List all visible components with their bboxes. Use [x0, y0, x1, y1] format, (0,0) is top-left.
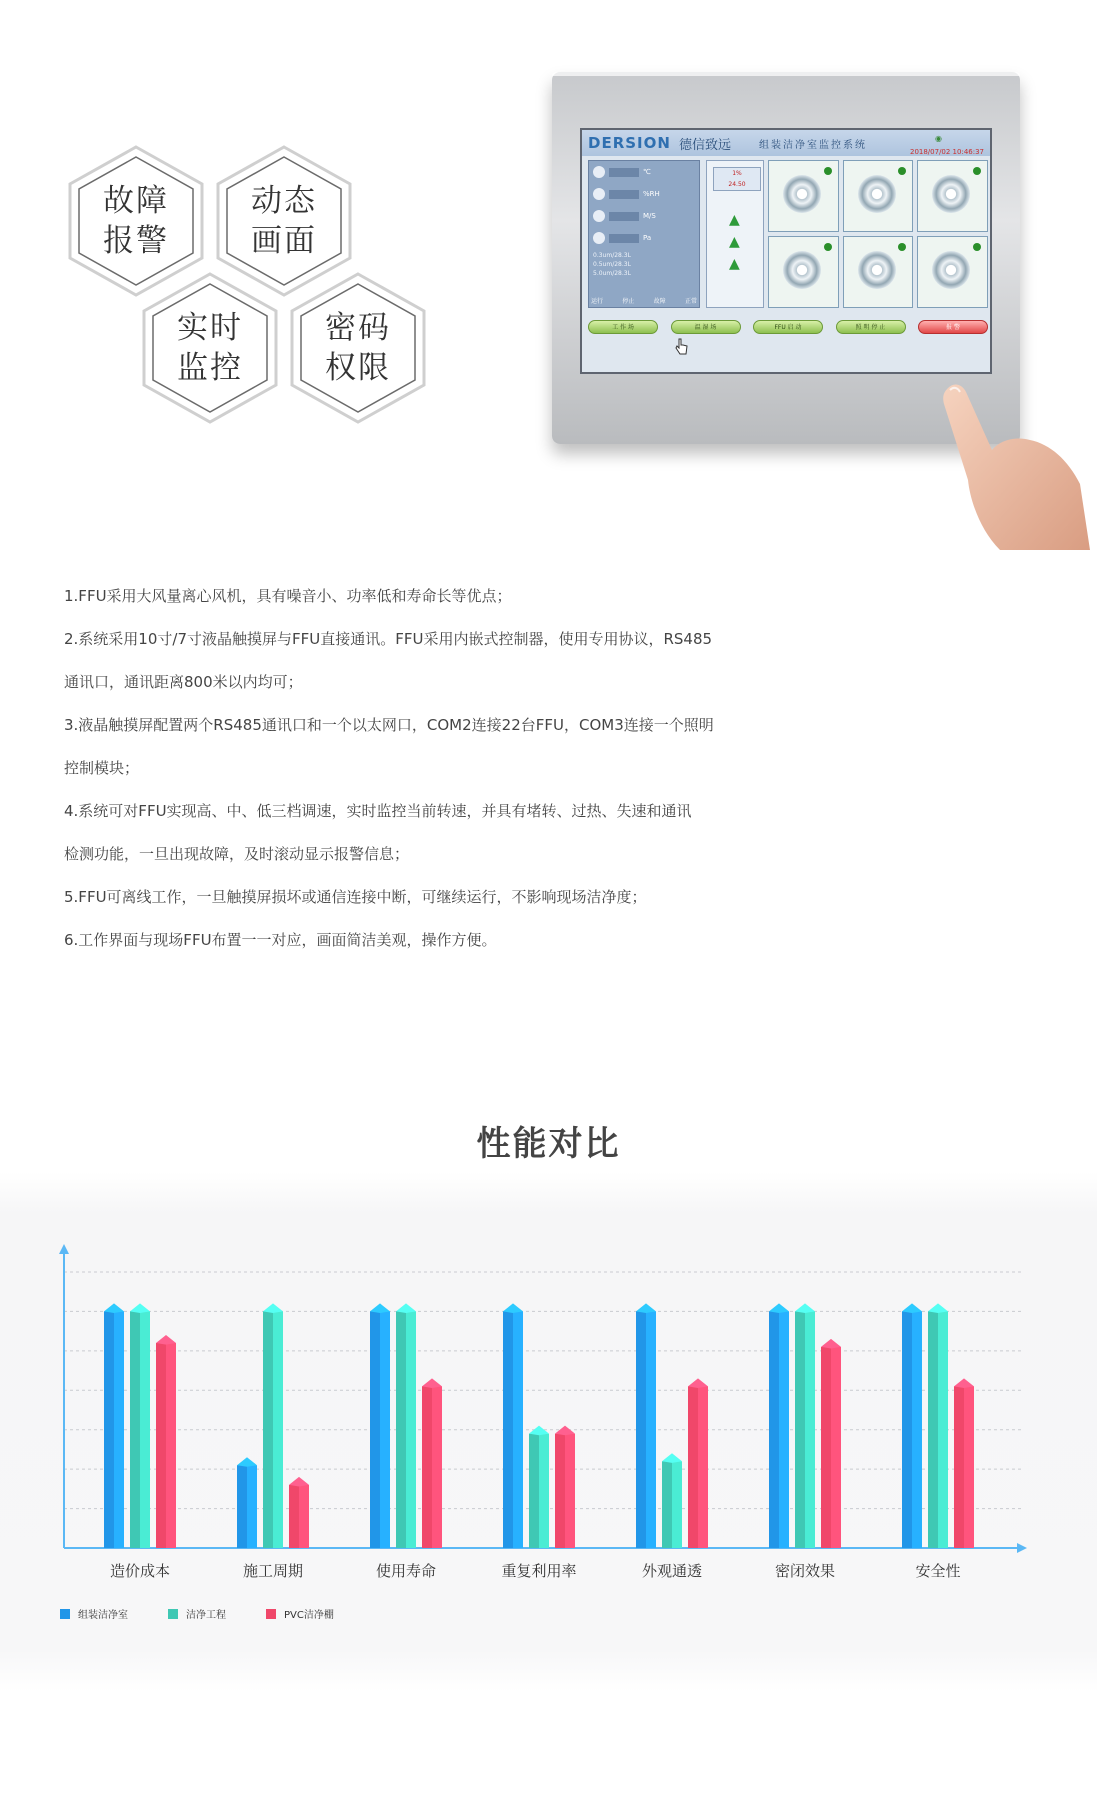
- arrow-up-icon[interactable]: ▲: [729, 256, 740, 272]
- bar-1-top: [503, 1303, 523, 1313]
- legend-label: PVC洁净棚: [284, 1610, 334, 1621]
- bar-3-top: [688, 1378, 708, 1388]
- sensor-unit: %RH: [643, 190, 660, 198]
- badge-line: 画面: [251, 223, 317, 259]
- legend-run: 运行: [591, 298, 604, 305]
- feature-line: 通讯口，通讯距离800米以内均可；: [64, 673, 303, 691]
- sensor-value: [609, 168, 639, 177]
- lighting-stop-button[interactable]: 照 明 停 止: [836, 320, 906, 334]
- bar-3: [821, 1347, 831, 1548]
- ffu-fan-icon[interactable]: [917, 160, 988, 232]
- bar-2-top: [396, 1303, 416, 1313]
- temp-humidity-button[interactable]: 温 湿 场: [671, 320, 741, 334]
- sensor-unit: M/S: [643, 212, 656, 220]
- bar-2: [662, 1461, 672, 1548]
- badge-line: 故障: [103, 183, 169, 219]
- badge-line: 动态: [251, 183, 317, 219]
- bar-1-top: [636, 1303, 656, 1313]
- bar-2: [396, 1311, 406, 1548]
- feature-line: 4.系统可对FFU实现高、中、低三档调速，实时监控当前转速，并具有堵转、过热、失速和通讯: [64, 802, 692, 820]
- badge-line: 权限: [325, 350, 391, 386]
- badge-line: 报警: [103, 223, 169, 259]
- bar-1-top: [769, 1303, 789, 1313]
- bar-3-top: [821, 1339, 841, 1349]
- bar-2-side: [805, 1311, 815, 1548]
- bar-2-top: [928, 1303, 948, 1313]
- x-tick-label: 重复利用率: [501, 1562, 577, 1580]
- bar-1-top: [237, 1457, 257, 1467]
- bar-2: [130, 1311, 140, 1548]
- bar-3-side: [831, 1347, 841, 1548]
- bar-2-top: [529, 1426, 549, 1436]
- bar-3-top: [156, 1335, 176, 1345]
- bar-1-side: [912, 1311, 922, 1548]
- sensor-row: [589, 227, 699, 249]
- bar-2: [263, 1311, 273, 1548]
- pointer-hand-icon: [674, 338, 688, 356]
- feature-line: 5.FFU可离线工作，一旦触摸屏损坏或通信连接中断，可继续运行，不影响现场洁净度；: [64, 888, 647, 906]
- x-tick-label: 密闭效果: [774, 1562, 836, 1580]
- bar-3-top: [422, 1378, 442, 1388]
- sensor-value: [609, 190, 639, 199]
- bar-3-side: [299, 1485, 309, 1548]
- bar-3: [289, 1485, 299, 1548]
- badge-realtime-monitor: [140, 272, 280, 424]
- bar-1-side: [646, 1311, 656, 1548]
- sensor-row: [589, 205, 699, 227]
- bar-3: [156, 1343, 166, 1548]
- x-axis-arrow: [1017, 1543, 1027, 1553]
- bar-2-side: [406, 1311, 416, 1548]
- bar-2-side: [273, 1311, 283, 1548]
- feature-line: 6.工作界面与现场FFU布置一一对应，画面简洁美观，操作方便。: [64, 931, 497, 949]
- x-tick-label: 外观通透: [641, 1562, 703, 1580]
- bar-1-side: [114, 1311, 124, 1548]
- badge-line: 密码: [325, 310, 391, 346]
- bar-1: [503, 1311, 513, 1548]
- x-tick-label: 施工周期: [242, 1562, 304, 1580]
- legend-item: [60, 1606, 128, 1621]
- feature-line: 检测功能，一旦出现故障，及时滚动显示报警信息；: [64, 845, 410, 863]
- legend-fault: 故障: [653, 298, 666, 305]
- bar-1-top: [370, 1303, 390, 1313]
- brand-logo: DERSION: [588, 134, 671, 152]
- bar-3-top: [954, 1378, 974, 1388]
- status-legend: [591, 296, 697, 305]
- bar-1: [370, 1311, 380, 1548]
- legend-item: [266, 1606, 334, 1621]
- work-area-button[interactable]: 工 作 场: [588, 320, 658, 334]
- feature-line: 1.FFU采用大风量离心风机，具有噪音小、功率低和寿命长等优点；: [64, 587, 512, 605]
- legend-swatch: [266, 1609, 276, 1619]
- bar-2-side: [140, 1311, 150, 1548]
- feature-line: 控制模块；: [64, 759, 140, 777]
- x-tick-label: 使用寿命: [375, 1562, 437, 1580]
- ffu-grid: [768, 160, 988, 308]
- bar-2: [928, 1311, 938, 1548]
- feature-line: 3.液晶触摸屏配置两个RS485通讯口和一个以太网口，COM2连接22台FFU，COM3连接一个照明: [64, 716, 714, 734]
- bar-3: [688, 1386, 698, 1548]
- sensor-value: [609, 212, 639, 221]
- bar-2-top: [795, 1303, 815, 1313]
- sensor-row: [589, 161, 699, 183]
- chart-legend: [60, 1606, 334, 1621]
- speed-control: [706, 160, 764, 308]
- sensor-row: [589, 183, 699, 205]
- legend-item: [168, 1606, 226, 1621]
- bar-3: [555, 1434, 565, 1548]
- bar-3: [422, 1386, 432, 1548]
- bar-2-side: [938, 1311, 948, 1548]
- humidity-icon: [593, 188, 605, 200]
- bar-1-top: [104, 1303, 124, 1313]
- legend-stop: 停止: [622, 298, 635, 305]
- ffu-fan-icon[interactable]: [768, 160, 839, 232]
- screen-datetime: 2018/07/02 10:46:37: [909, 148, 984, 156]
- ffu-fan-icon[interactable]: [843, 160, 914, 232]
- ffu-fan-icon[interactable]: [917, 236, 988, 308]
- panel-screen: [580, 128, 992, 374]
- system-title: 组装洁净室监控系统: [758, 139, 867, 151]
- bar-1-side: [513, 1311, 523, 1548]
- pressure-icon: [593, 232, 605, 244]
- screen-header: [582, 130, 990, 156]
- legend-label: 组装洁净室: [78, 1610, 128, 1621]
- bar-3-side: [432, 1386, 442, 1548]
- bar-3-side: [565, 1434, 575, 1548]
- sensor-value: [609, 234, 639, 243]
- legend-normal: 正常: [684, 298, 697, 305]
- legend-swatch: [168, 1609, 178, 1619]
- x-tick-label: 安全性: [915, 1562, 961, 1580]
- bar-1-side: [380, 1311, 390, 1548]
- bar-1: [636, 1311, 646, 1548]
- legend-label: 洁净工程: [186, 1610, 226, 1621]
- badge-line: 监控: [177, 350, 243, 386]
- sensor-unit: Pa: [643, 234, 652, 242]
- sensor-unit: ℃: [643, 168, 651, 176]
- bar-1: [104, 1311, 114, 1548]
- screen-buttons: [588, 320, 988, 334]
- bar-2: [795, 1311, 805, 1548]
- speed-readout: 1% 24.50: [713, 167, 761, 191]
- badge-password-permission: [288, 272, 428, 424]
- y-axis-arrow: [59, 1244, 69, 1254]
- bar-2-top: [263, 1303, 283, 1313]
- bar-1: [237, 1465, 247, 1548]
- bar-1-side: [247, 1465, 257, 1548]
- particle-readings: 0.3um/28.3L 0.5um/28.3L 5.0um/28.3L: [593, 252, 631, 277]
- bar-1-side: [779, 1311, 789, 1548]
- airflow-icon: [593, 210, 605, 222]
- badge-line: 实时: [177, 310, 243, 346]
- brand-cn: 德信致远: [678, 137, 731, 153]
- bar-2-side: [539, 1434, 549, 1548]
- bar-3-top: [555, 1426, 575, 1436]
- wifi-icon: ◉: [935, 134, 942, 143]
- bar-3-side: [698, 1386, 708, 1548]
- x-tick-label: 造价成本: [109, 1562, 171, 1580]
- bar-1: [769, 1311, 779, 1548]
- feature-line: 2.系统采用10寸/7寸液晶触摸屏与FFU直接通讯。FFU采用内嵌式控制器，使用专用协议，RS485: [64, 630, 713, 648]
- bar-1: [902, 1311, 912, 1548]
- touching-hand-icon: [940, 380, 1090, 550]
- sensor-panel: [588, 160, 700, 308]
- bar-3-side: [964, 1386, 974, 1548]
- ffu-start-button[interactable]: FFU 启 动: [753, 320, 823, 334]
- bar-2-top: [130, 1303, 150, 1313]
- arrow-up-icon[interactable]: ▲: [729, 234, 740, 250]
- bar-3: [954, 1386, 964, 1548]
- temperature-icon: [593, 166, 605, 178]
- feature-list: [64, 575, 824, 962]
- arrow-up-icon[interactable]: ▲: [729, 212, 740, 228]
- bar-2-top: [662, 1453, 682, 1463]
- bar-2: [529, 1434, 539, 1548]
- bar-3-side: [166, 1343, 176, 1548]
- ffu-fan-icon[interactable]: [843, 236, 914, 308]
- bar-3-top: [289, 1477, 309, 1487]
- legend-swatch: [60, 1609, 70, 1619]
- alarm-button[interactable]: 报 警: [918, 320, 988, 334]
- ffu-fan-icon[interactable]: [768, 236, 839, 308]
- bar-1-top: [902, 1303, 922, 1313]
- bar-2-side: [672, 1461, 682, 1548]
- chart-title: 性能对比: [476, 1124, 621, 1164]
